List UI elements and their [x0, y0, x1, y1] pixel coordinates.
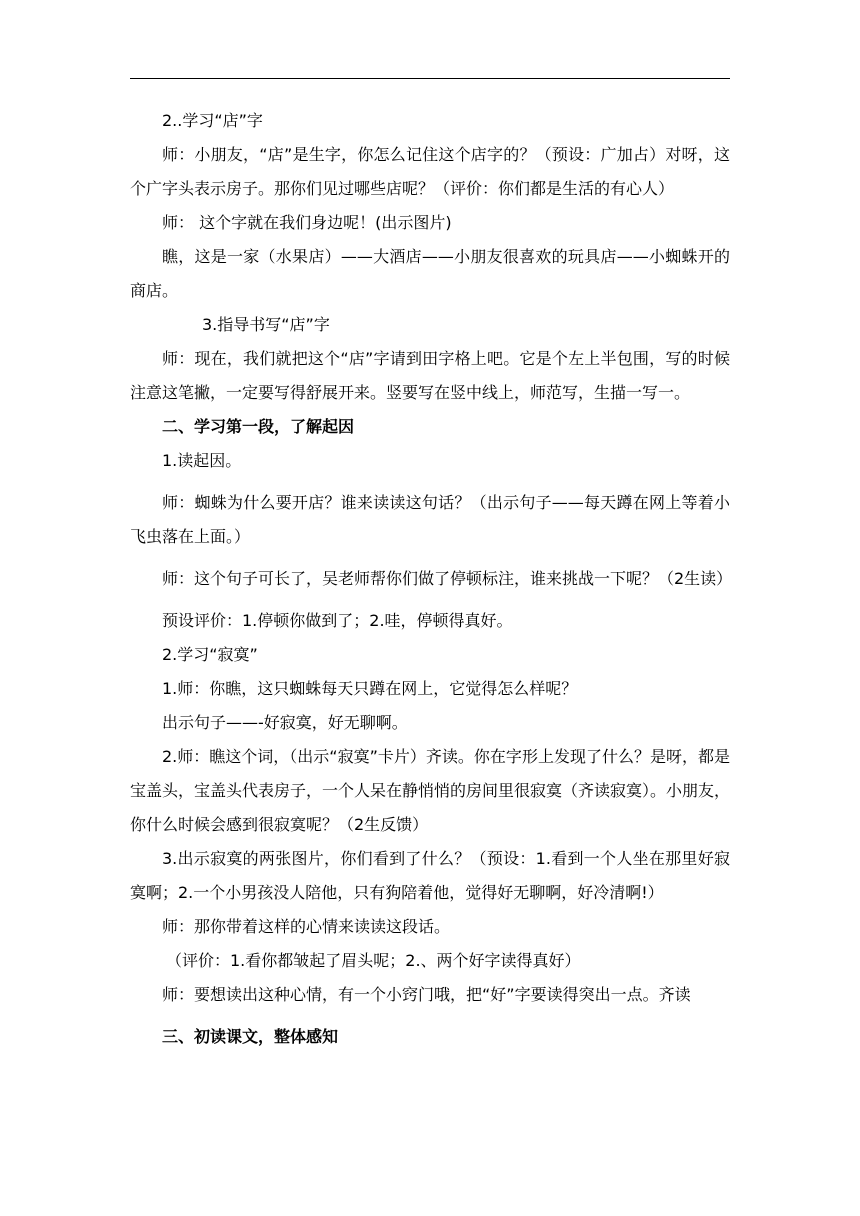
paragraph: 师：小朋友，“店”是生字，你怎么记住这个店字的？（预设：广加占）对呀，这个广字头表示房子。那你们见过哪些店呢？（评价：你们都是生活的有心人） — [130, 145, 730, 198]
paragraph: 师：要想读出这种心情，有一个小窍门哦，把“好”字要读得突出一点。齐读 — [162, 985, 691, 1004]
section-heading: 三、初读课文，整体感知 — [162, 1027, 339, 1046]
paragraph: 2.师：瞧这个词，（出示“寂寞”卡片）齐读。你在字形上发现了什么？是呀，都是宝盖头，宝盖头代表房子，一个人呆在静悄悄的房间里很寂寞（齐读寂寞）。小朋友，你什么时候会感到很寂寞呢？（2生反馈） — [130, 747, 731, 834]
paragraph-subheading: 1.读起因。 — [162, 451, 242, 470]
document-body — [130, 104, 733, 1054]
paragraph: 1.师：你瞧，这只蜘蛛每天只蹲在网上，它觉得怎么样呢？ — [162, 679, 578, 698]
paragraph: 师：那你带着这样的心情来读读这段话。 — [162, 917, 451, 936]
paragraph-subheading: 2.学习“寂寞” — [162, 645, 258, 664]
paragraph: 预设评价：1.停顿你做到了；2.哇，停顿得真好。 — [162, 611, 513, 630]
section-heading: 二、学习第一段，了解起因 — [162, 417, 355, 436]
paragraph: 师：蜘蛛为什么要开店？谁来读读这句话？（出示句子——每天蹲在网上等着小飞虫落在上面。） — [130, 493, 730, 546]
paragraph: 师： 这个字就在我们身边呢！(出示图片) — [162, 213, 452, 232]
paragraph: 师：这个句子可长了，吴老师帮你们做了停顿标注，谁来挑战一下呢？（2生读） — [162, 569, 733, 588]
paragraph-subheading: 3.指导书写“店”字 — [202, 315, 330, 334]
paragraph-subheading: 2..学习“店”字 — [162, 111, 263, 130]
paragraph: 3.出示寂寞的两张图片，你们看到了什么？（预设：1.看到一个人坐在那里好寂寞啊；2.一个小男孩没人陪他，只有狗陪着他，觉得好无聊啊，好冷清啊!） — [130, 849, 730, 902]
paragraph: 出示句子——-好寂寞，好无聊啊。 — [162, 713, 408, 732]
header-rule — [130, 78, 730, 79]
paragraph: 师：现在，我们就把这个“店”字请到田字格上吧。它是个左上半包围，写的时候注意这笔撇，一定要写得舒展开来。竖要写在竖中线上，师范写，生描一写一。 — [130, 349, 730, 402]
paragraph: （评价：1.看你都皱起了眉头呢；2.、两个好字读得真好） — [166, 951, 581, 970]
paragraph: 瞧，这是一家（水果店）——大酒店——小朋友很喜欢的玩具店——小蜘蛛开的商店。 — [130, 247, 730, 300]
